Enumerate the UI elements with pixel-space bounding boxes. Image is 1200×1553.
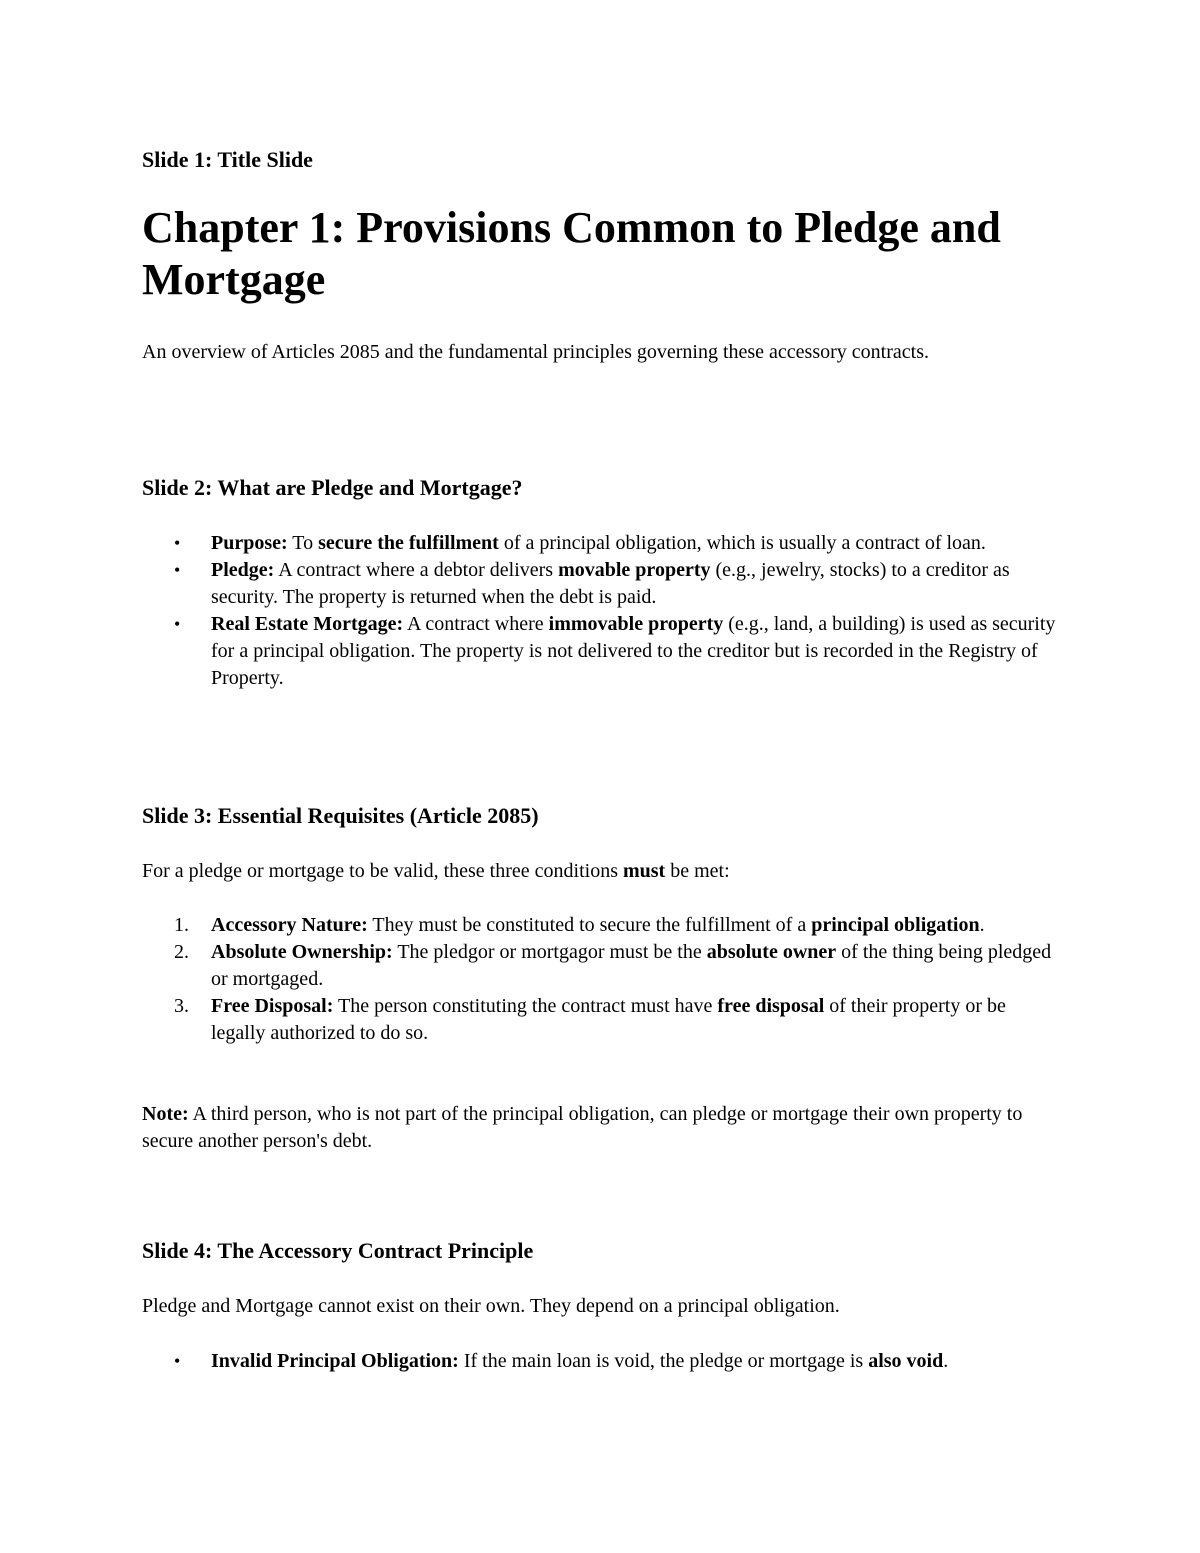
list-number: 3. [174, 995, 189, 1017]
item-text: of the thing being pledged or mortgaged. [211, 941, 1052, 990]
list-item [142, 912, 1062, 939]
list-item [142, 939, 1062, 993]
item-label: Accessory Nature: [211, 914, 368, 936]
item-label: Purpose: [211, 532, 288, 554]
item-text: To [287, 532, 319, 554]
item-text: . [979, 914, 985, 936]
slide-1-subtitle: An overview of Articles 2085 and the fundamental principles governing these accessory contracts. [142, 341, 929, 363]
item-text: The person constituting the contract must have [333, 995, 718, 1017]
slide-4-heading: Slide 4: The Accessory Contract Principle [142, 1238, 534, 1263]
note-text: A third person, who is not part of the principal obligation, can pledge or mortgage their own property to secure another person's debt. [142, 1103, 1023, 1152]
list-item [142, 530, 1062, 557]
item-text: If the main loan is void, the pledge or mortgage is [458, 1350, 869, 1372]
slide-3-note [142, 1101, 1042, 1155]
item-text: A contract where [403, 613, 549, 635]
slide-3-numbered-list [142, 912, 1062, 1047]
list-item [142, 993, 1062, 1047]
intro-text: For a pledge or mortgage to be valid, these three conditions [142, 860, 623, 882]
item-emphasis: immovable property [548, 613, 724, 635]
list-item [142, 611, 1062, 692]
bullet-icon: • [174, 614, 181, 634]
slide-3-heading: Slide 3: Essential Requisites (Article 2085) [142, 803, 539, 828]
item-text: They must be constituted to secure the fulfillment of a [367, 914, 812, 936]
item-label: Absolute Ownership: [211, 941, 393, 963]
slide-3-intro [142, 858, 1042, 885]
item-text: The pledgor or mortgagor must be the [392, 941, 707, 963]
item-text: . [943, 1350, 949, 1372]
item-emphasis: secure the fulfillment [318, 532, 499, 554]
item-emphasis: absolute owner [706, 941, 837, 963]
item-text: of their property or be legally authorized to do so. [211, 995, 1006, 1044]
bullet-icon: • [174, 533, 181, 553]
chapter-title: Chapter 1: Provisions Common to Pledge and Mortgage [142, 203, 1001, 304]
list-item [142, 1348, 1062, 1375]
item-text: (e.g., land, a building) is used as security for a principal obligation. The property is not delivered to the creditor but is recorded in the Registry of Property. [211, 613, 1056, 689]
item-emphasis: principal obligation [811, 914, 980, 936]
bullet-icon: • [174, 560, 181, 580]
item-text: (e.g., jewelry, stocks) to a creditor as security. The property is returned when the debt is paid. [211, 559, 1010, 608]
item-label: Invalid Principal Obligation: [211, 1350, 459, 1372]
list-item [142, 557, 1062, 611]
item-label: Free Disposal: [211, 995, 334, 1017]
item-emphasis: also void [868, 1350, 944, 1372]
item-text: of a principal obligation, which is usually a contract of loan. [498, 532, 986, 554]
slide-4-intro: Pledge and Mortgage cannot exist on their own. They depend on a principal obligation. [142, 1295, 840, 1317]
slide-4-bullet-list [142, 1348, 1062, 1375]
intro-text: be met: [665, 860, 730, 882]
item-label: Pledge: [211, 559, 275, 581]
bullet-icon: • [174, 1351, 181, 1371]
slide-2-bullet-list [142, 530, 1062, 692]
item-emphasis: free disposal [717, 995, 825, 1017]
item-label: Real Estate Mortgage: [211, 613, 404, 635]
list-number: 1. [174, 914, 189, 936]
note-label: Note: [142, 1103, 189, 1125]
intro-emphasis: must [622, 860, 666, 882]
list-number: 2. [174, 941, 189, 963]
slide-2-heading: Slide 2: What are Pledge and Mortgage? [142, 475, 523, 500]
item-emphasis: movable property [558, 559, 711, 581]
item-text: A contract where a debtor delivers [274, 559, 559, 581]
slide-1-heading: Slide 1: Title Slide [142, 147, 313, 172]
